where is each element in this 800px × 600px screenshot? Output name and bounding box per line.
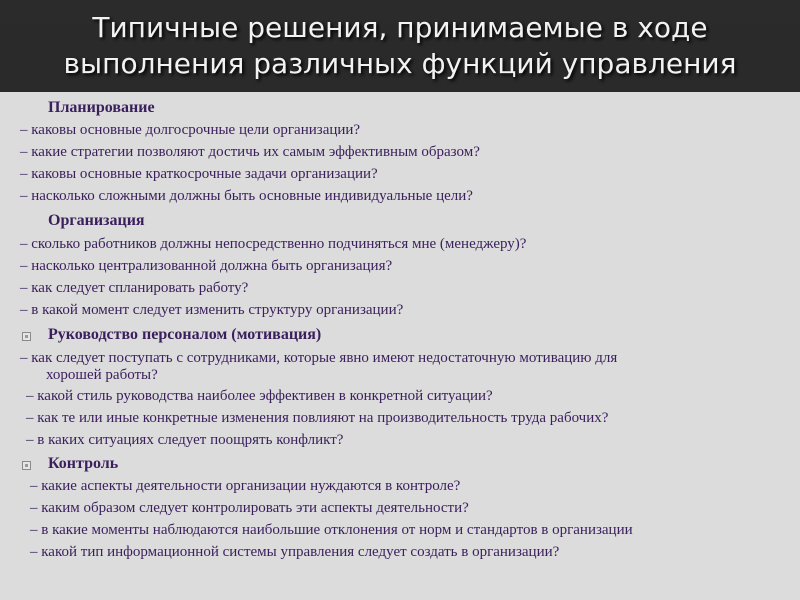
list-item-continuation: хорошей работы? xyxy=(46,367,158,383)
list-item: – насколько сложными должны быть основные индивидуальные цели? xyxy=(20,188,473,204)
list-item: – в какой момент следует изменить структуру организации? xyxy=(20,302,404,318)
list-item: – какой тип информационной системы управления следует создать в организации? xyxy=(30,544,560,560)
slide-title-line-2: выполнения различных функций управления xyxy=(63,47,737,80)
list-item: – в каких ситуациях следует поощрять конфликт? xyxy=(26,432,344,448)
list-item: – какие стратегии позволяют достичь их самым эффективным образом? xyxy=(20,144,480,160)
list-item: – какие аспекты деятельности организации нуждаются в контроле? xyxy=(30,478,461,494)
section-heading-planning: Планирование xyxy=(48,99,155,116)
list-item: – в какие моменты наблюдаются наибольшие отклонения от норм и стандартов в организации xyxy=(30,522,633,538)
list-item: – каковы основные долгосрочные цели организации? xyxy=(20,122,361,138)
section-heading-leadership: Руководство персоналом (мотивация) xyxy=(48,326,322,343)
slide-title xyxy=(0,10,800,82)
slide-body xyxy=(0,92,800,600)
list-item: – сколько работников должны непосредственно подчиняться мне (менеджеру)? xyxy=(20,236,527,252)
list-item: – насколько централизованной должна быть организация? xyxy=(20,258,393,274)
list-item: – какой стиль руководства наиболее эффективен в конкретной ситуации? xyxy=(26,388,493,404)
list-item: – каким образом следует контролировать эти аспекты деятельности? xyxy=(30,500,469,516)
list-item: – каковы основные краткосрочные задачи организации? xyxy=(20,166,378,182)
section-heading-control: Контроль xyxy=(48,455,119,472)
content-panel xyxy=(0,92,800,600)
square-bullet-icon xyxy=(22,332,31,341)
square-bullet-icon xyxy=(22,461,31,470)
list-item: – как следует поступать с сотрудниками, которые явно имеют недостаточную мотивацию для xyxy=(20,350,618,366)
list-item: – как те или иные конкретные изменения повлияют на производительность труда рабочих? xyxy=(26,410,609,426)
section-heading-organization: Организация xyxy=(48,212,145,229)
list-item: – как следует спланировать работу? xyxy=(20,280,249,296)
slide-title-line-1: Типичные решения, принимаемые в ходе xyxy=(92,11,708,44)
